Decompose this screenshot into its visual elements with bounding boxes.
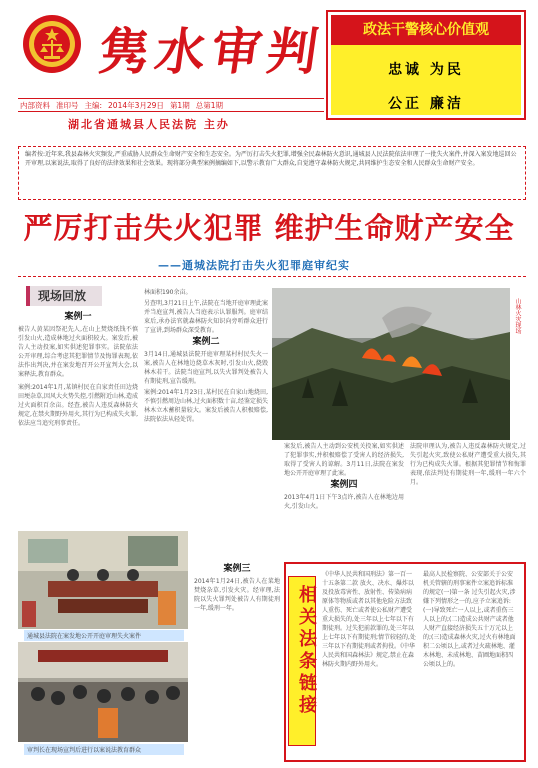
column-2-lower bbox=[194, 562, 280, 752]
law-text-column: 最高人民检察院、公安部关于公安机关管辖的刑事案件立案追诉标准的规定(一)第一条 过失引起火灾,涉嫌下列情形之一的,应予立案追诉:(一)导致死亡一人以上,或者重伤三人以上的;(二)造成公共财产或者他人财产直接经济损失五十万元以上的;(三)造成森林火灾,过火有林地面积二公顷以上,或者过火疏林地、灌木林地、未成林地、苗圃地面积四公顷以上的。 bbox=[423, 571, 516, 668]
case-heading: 案例三 bbox=[223, 564, 251, 574]
core-values-line-2: 公正 廉洁 bbox=[388, 96, 464, 112]
article-paragraph: 被告人黄某因祭祀先人,在山上焚烧纸钱不慎引发山火,造成林地过火面积较大。案发后,被告人主动投案,如实供述犯罪事实。法院依法公开审理,综合考虑其犯罪情节及悔罪表现,依法作出判决,并在案发地召开公开宣判大会,以案释法,教育群众。 bbox=[18, 326, 138, 378]
column-2 bbox=[144, 288, 268, 558]
editor-note: 编者按:近年来,我县森林火灾频发,严重威胁人民群众生命财产安全和生态安全。为严厉打击失火犯罪,增强全民森林防火意识,通城县人民法院依法审理了一批失火案件,并深入案发地巡回公开审理,以案说法,取得了良好的法律效果和社会效果。现将部分典型案例摘编如下,以警示教育广大群众,自觉遵守森林防火规定,共同维护生态安全和人民群众生命财产安全。 bbox=[18, 146, 526, 200]
article-paragraph: 3月14日,通城县法院开庭审理某村村民失火一案,被告人在林地边烧草木灰时,引发山火,烧毁林木若干。法院当庭宣判,以失火罪判处被告人有期徒刑,宣告缓刑。 bbox=[144, 351, 268, 385]
issue-total: 总第1期 bbox=[195, 100, 223, 110]
courtroom-photo-2 bbox=[18, 642, 188, 742]
issue-item: 主编: bbox=[84, 100, 103, 110]
core-values-box bbox=[326, 10, 526, 120]
article-paragraph: 另查明,3月21日上午,法院在当地开庭审理此案并当庭宣判,被告人当庭表示认罪服判。庭审结束后,承办法官就森林防火知识向旁听群众进行了宣讲,到场群众深受教育。 bbox=[144, 300, 268, 334]
core-values-line-1: 忠诚 为民 bbox=[388, 62, 464, 78]
issue-item: 内部资料 bbox=[20, 100, 50, 110]
photo-side-label: 山林火灾现场 bbox=[514, 298, 521, 334]
column-3 bbox=[284, 442, 404, 558]
case-heading: 案例四 bbox=[330, 480, 358, 490]
newspaper-page bbox=[8, 6, 530, 762]
article-paragraph: 法院审理认为,被告人违反森林防火规定,过失引起火灾,致使公私财产遭受重大损失,其行为已构成失火罪。根据其犯罪情节和悔罪表现,依法判处有期徒刑一年,缓刑一年六个月。 bbox=[410, 443, 526, 486]
section-label: 现场回放 bbox=[26, 286, 102, 306]
article-paragraph: 2013年4月1日下午3点许,被告人在林地边用火,引发山火。 bbox=[284, 494, 404, 510]
forest-fire-photo bbox=[272, 288, 510, 440]
divider bbox=[18, 276, 526, 277]
photo-caption: 通城县法院在案发地公开开庭审理失火案件 bbox=[24, 630, 184, 641]
law-text-column: 《中华人民共和国刑法》第一百一十五条第二款 放火、决水、爆炸以及投放毒害性、放射性、传染病病原体等物质或者以其他危险方法致人重伤、死亡或者使公私财产遭受重大损失的,处三年以上七年以下有期徒刑。过失犯前款罪的,处三年以上七年以下有期徒刑;情节较轻的,处三年以下有期徒刑或者拘役。《中华人民共和国森林法》规定,禁止在森林防火期内野外用火。 bbox=[322, 571, 416, 668]
case-heading: 案例二 bbox=[192, 337, 220, 347]
column-1 bbox=[18, 310, 138, 530]
core-values-title: 政法干警核心价值观 bbox=[331, 15, 521, 45]
related-law-box bbox=[284, 562, 526, 762]
article-paragraph: 林面积190余亩。 bbox=[144, 289, 192, 296]
case-heading: 案例一 bbox=[64, 312, 92, 322]
article-paragraph: 2014年1月24日,被告人在菜地焚烧杂草,引发火灾。经审理,法院以失火罪判处被告人有期徒刑一年,缓刑一年。 bbox=[194, 578, 280, 612]
sub-headline: ——通城法院打击失火犯罪庭审纪实 bbox=[158, 259, 350, 272]
article-paragraph: 案例:2014年1月,某镇村民在自家责任田边烧田埂杂草,因风大火势失控,引燃附近山林,造成过火面积百余亩。经查,被告人违反森林防火规定,在禁火期野外用火,其行为已构成失火罪,依法应当追究刑事责任。 bbox=[18, 384, 138, 427]
article-paragraph: 案发后,被告人主动到公安机关投案,如实供述了犯罪事实,并积极赔偿了受害人的经济损失,取得了受害人的谅解。3月11日,法院在案发地公开开庭审理了此案。 bbox=[284, 443, 404, 477]
main-headline: 严厉打击失火犯罪 维护生命财产安全 bbox=[23, 211, 515, 245]
issue-number: 第1期 bbox=[169, 100, 190, 110]
related-law-title: 相关法条链接 bbox=[296, 585, 317, 717]
photo-caption: 审判长在现场宣判后进行以案说法教育群众 bbox=[24, 744, 184, 755]
issue-item: 准印号 bbox=[56, 100, 79, 110]
column-4 bbox=[410, 442, 526, 558]
court-emblem-icon bbox=[22, 14, 82, 74]
issue-date: 2014年3月29日 bbox=[108, 100, 164, 110]
issue-info-bar bbox=[18, 98, 324, 112]
newspaper-title: 隽水审判 bbox=[95, 22, 328, 81]
article-paragraph: 案例:2014年1月23日,某村民在自家山地烧田,不慎引燃周边山林,过火面积数十亩,经鉴定损失林木立木蓄积量较大。案发后被告人积极赔偿,法院依法从轻处罚。 bbox=[144, 389, 268, 423]
sponsor-text: 湖北省通城县人民法院 主办 bbox=[68, 118, 230, 131]
